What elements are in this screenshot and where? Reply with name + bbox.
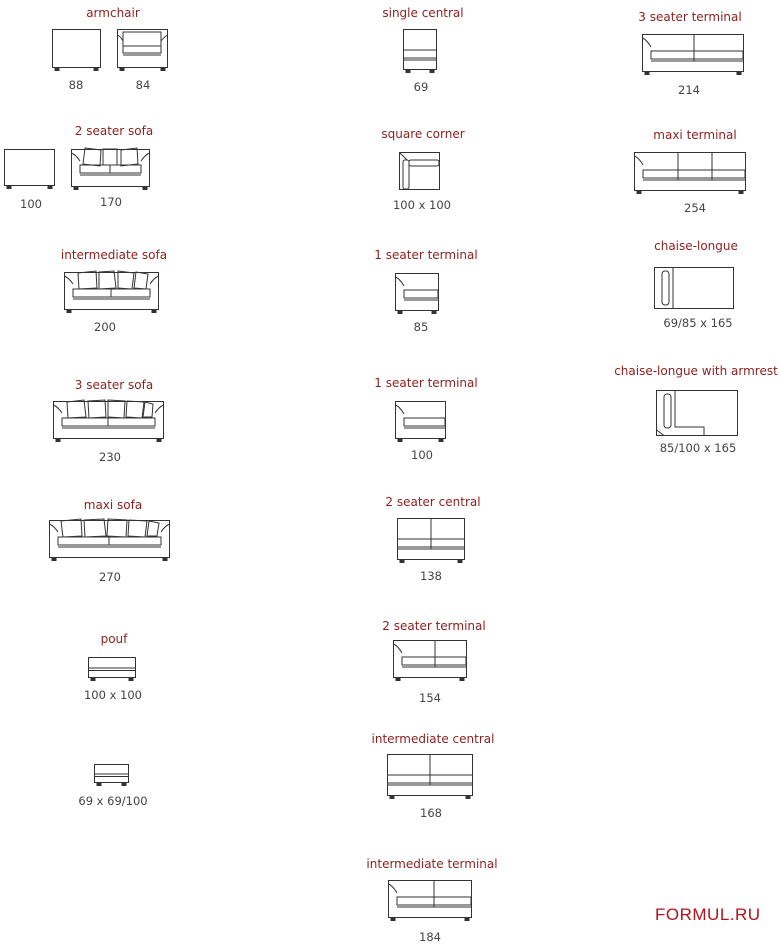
pouf-large-drawing [88,657,137,682]
chaise-longue-armrest-dimension: 85/100 x 165 [659,441,737,455]
maxi-sofa-drawing [49,518,171,561]
pouf-small-dimension: 69 x 69/100 [78,794,148,808]
maxi-sofa-dimension: 270 [99,570,121,584]
two-seater-sofa-dimension-a: 100 [20,197,42,211]
square-corner-title: square corner [381,127,465,141]
chaise-longue-dimension: 69/85 x 165 [663,316,733,330]
square-corner-drawing [399,152,441,192]
three-seater-terminal-drawing [642,34,746,76]
one-seater-terminal-85-dimension: 85 [413,320,429,334]
two-seater-central-title: 2 seater central [385,495,481,509]
intermediate-central-dimension: 168 [420,806,442,820]
armchair-back-view [52,29,102,72]
intermediate-sofa-drawing [64,270,160,313]
chaise-longue-armrest-drawing [656,390,740,438]
pouf-title: pouf [100,632,128,646]
intermediate-sofa-title: intermediate sofa [60,248,168,262]
intermediate-central-drawing [387,754,475,800]
two-seater-central-drawing [397,518,467,564]
two-seater-terminal-dimension: 154 [419,691,441,705]
one-seater-terminal-100-drawing [395,401,447,443]
one-seater-terminal-100-title: 1 seater terminal [374,376,478,390]
square-corner-dimension: 100 x 100 [392,198,452,212]
two-seater-terminal-title: 2 seater terminal [382,619,486,633]
armchair-dimension-a: 88 [68,78,84,92]
armchair-dimension-b: 84 [135,78,151,92]
three-seater-terminal-title: 3 seater terminal [638,10,742,24]
one-seater-terminal-100-dimension: 100 [411,448,433,462]
three-seater-sofa-drawing [53,399,165,442]
chaise-longue-armrest-title: chaise-longue with armrest [614,364,778,378]
one-seater-terminal-85-drawing [395,273,440,315]
two-seater-sofa-dimension-b: 170 [100,195,122,209]
three-seater-sofa-title: 3 seater sofa [74,378,154,392]
single-central-title: single central [382,6,464,20]
single-central-drawing [403,29,438,74]
intermediate-terminal-drawing [388,880,474,922]
armchair-front-view [117,29,169,72]
maxi-terminal-dimension: 254 [684,201,706,215]
maxi-terminal-drawing [634,152,748,196]
maxi-sofa-title: maxi sofa [83,498,143,512]
chaise-longue-drawing [654,267,736,311]
intermediate-sofa-dimension: 200 [94,320,116,334]
pouf-small-drawing [94,764,130,787]
pouf-large-dimension: 100 x 100 [83,688,143,702]
two-seater-terminal-drawing [393,640,469,682]
formul-watermark: FORMUL.RU [655,905,761,924]
two-seater-sofa-title: 2 seater sofa [74,124,154,138]
two-seater-central-dimension: 138 [420,569,442,583]
two-seater-sofa-front-view [71,147,151,190]
chaise-longue-title: chaise-longue [654,239,738,253]
intermediate-terminal-title: intermediate terminal [366,857,498,871]
one-seater-terminal-85-title: 1 seater terminal [374,248,478,262]
two-seater-sofa-back-view [4,149,56,190]
armchair-title: armchair [86,6,140,20]
intermediate-terminal-dimension: 184 [419,930,441,944]
three-seater-terminal-dimension: 214 [678,83,700,97]
single-central-dimension: 69 [413,80,429,94]
three-seater-sofa-dimension: 230 [99,450,121,464]
intermediate-central-title: intermediate central [371,732,495,746]
maxi-terminal-title: maxi terminal [653,128,737,142]
